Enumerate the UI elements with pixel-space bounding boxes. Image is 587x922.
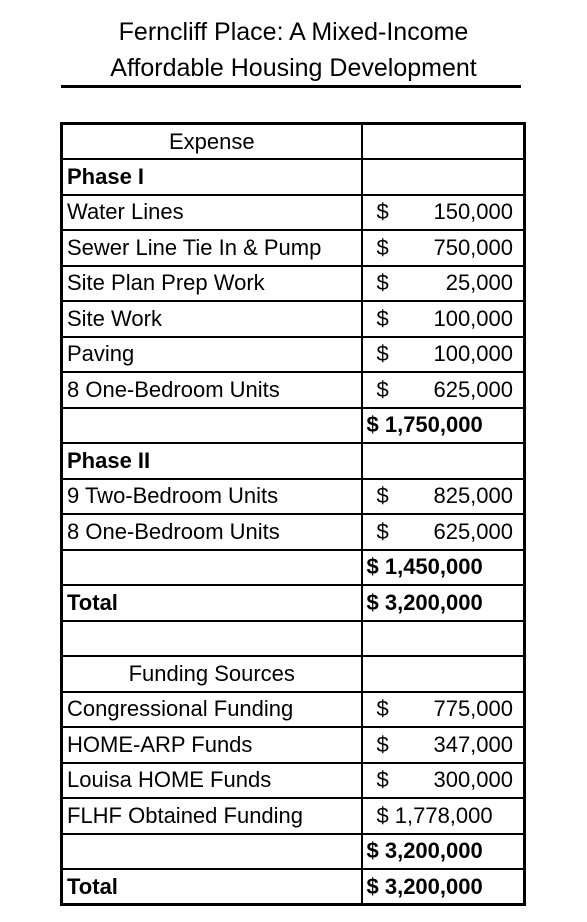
phase-2-subtotal: $ 1,450,000 <box>362 550 525 586</box>
table-row <box>62 869 525 905</box>
empty-cell <box>362 124 525 160</box>
line-item-amount: 150,000 <box>433 199 513 225</box>
funding-source-name: HOME-ARP Funds <box>62 727 362 763</box>
table-row <box>62 124 525 160</box>
phase-1-label: Phase I <box>62 159 362 195</box>
table-row <box>62 798 525 834</box>
table-row <box>62 479 525 515</box>
line-item-name: Paving <box>62 337 362 373</box>
phase-2-label: Phase II <box>62 443 362 479</box>
funding-subtotal: $ 3,200,000 <box>362 834 525 870</box>
title-line-2: Affordable Housing Development <box>110 54 477 82</box>
empty-cell <box>362 159 525 195</box>
line-item-amount: 750,000 <box>433 234 513 260</box>
empty-cell <box>362 656 525 692</box>
table-row <box>62 195 525 231</box>
funding-source-name: Congressional Funding <box>62 692 362 728</box>
empty-cell <box>62 834 362 870</box>
empty-cell <box>62 408 362 444</box>
phase-1-subtotal: $ 1,750,000 <box>362 408 525 444</box>
table-row <box>62 514 525 550</box>
spacer-cell <box>62 621 362 657</box>
document-title <box>0 14 587 86</box>
line-item-name: Site Work <box>62 301 362 337</box>
line-item-name: Water Lines <box>62 195 362 231</box>
dollar-sign: $ <box>376 802 389 828</box>
line-item-amount: 100,000 <box>433 305 513 331</box>
table-row <box>62 337 525 373</box>
line-item-amount: 625,000 <box>433 518 513 544</box>
spacer-cell <box>362 621 525 657</box>
table-row <box>62 372 525 408</box>
dollar-sign: $ <box>376 767 389 793</box>
dollar-sign: $ <box>376 234 389 260</box>
expense-total-label: Total <box>62 585 362 621</box>
funding-header: Funding Sources <box>62 656 362 692</box>
funding-source-amount: 775,000 <box>433 696 513 722</box>
table-row <box>62 692 525 728</box>
table-row <box>62 656 525 692</box>
line-item-amount: 25,000 <box>445 270 513 296</box>
funding-source-amount: 1,778,000 <box>394 802 493 828</box>
dollar-sign: $ <box>376 270 389 296</box>
table-row <box>62 408 525 444</box>
dollar-sign: $ <box>376 305 389 331</box>
empty-cell <box>362 443 525 479</box>
line-item-name: 8 One-Bedroom Units <box>62 372 362 408</box>
dollar-sign: $ <box>376 731 389 757</box>
dollar-sign: $ <box>376 483 389 509</box>
line-item-name: Site Plan Prep Work <box>62 266 362 302</box>
dollar-sign: $ <box>376 696 389 722</box>
expense-total-value: $ 3,200,000 <box>362 585 525 621</box>
funding-source-name: Louisa HOME Funds <box>62 763 362 799</box>
funding-source-amount: 347,000 <box>433 731 513 757</box>
budget-table <box>60 122 526 906</box>
line-item-name: Sewer Line Tie In & Pump <box>62 230 362 266</box>
table-row <box>62 834 525 870</box>
line-item-amount: 100,000 <box>433 341 513 367</box>
dollar-sign: $ <box>376 518 389 544</box>
funding-source-name: FLHF Obtained Funding <box>62 798 362 834</box>
table-row <box>62 585 525 621</box>
title-line-1: Ferncliff Place: A Mixed-Income <box>118 18 469 46</box>
table-row <box>62 621 525 657</box>
table-row <box>62 230 525 266</box>
table-row <box>62 550 525 586</box>
funding-source-amount: 300,000 <box>433 767 513 793</box>
title-underline <box>61 85 521 88</box>
table-row <box>62 301 525 337</box>
table-row <box>62 266 525 302</box>
empty-cell <box>62 550 362 586</box>
expense-header: Expense <box>62 124 362 160</box>
table-row <box>62 727 525 763</box>
line-item-name: 9 Two-Bedroom Units <box>62 479 362 515</box>
line-item-amount: 625,000 <box>433 376 513 402</box>
table-row <box>62 159 525 195</box>
dollar-sign: $ <box>376 376 389 402</box>
table-row <box>62 443 525 479</box>
dollar-sign: $ <box>376 341 389 367</box>
funding-total-value: $ 3,200,000 <box>366 873 483 899</box>
funding-total-label: Total <box>62 869 362 905</box>
line-item-amount: 825,000 <box>433 483 513 509</box>
line-item-name: 8 One-Bedroom Units <box>62 514 362 550</box>
dollar-sign: $ <box>376 199 389 225</box>
table-row <box>62 763 525 799</box>
